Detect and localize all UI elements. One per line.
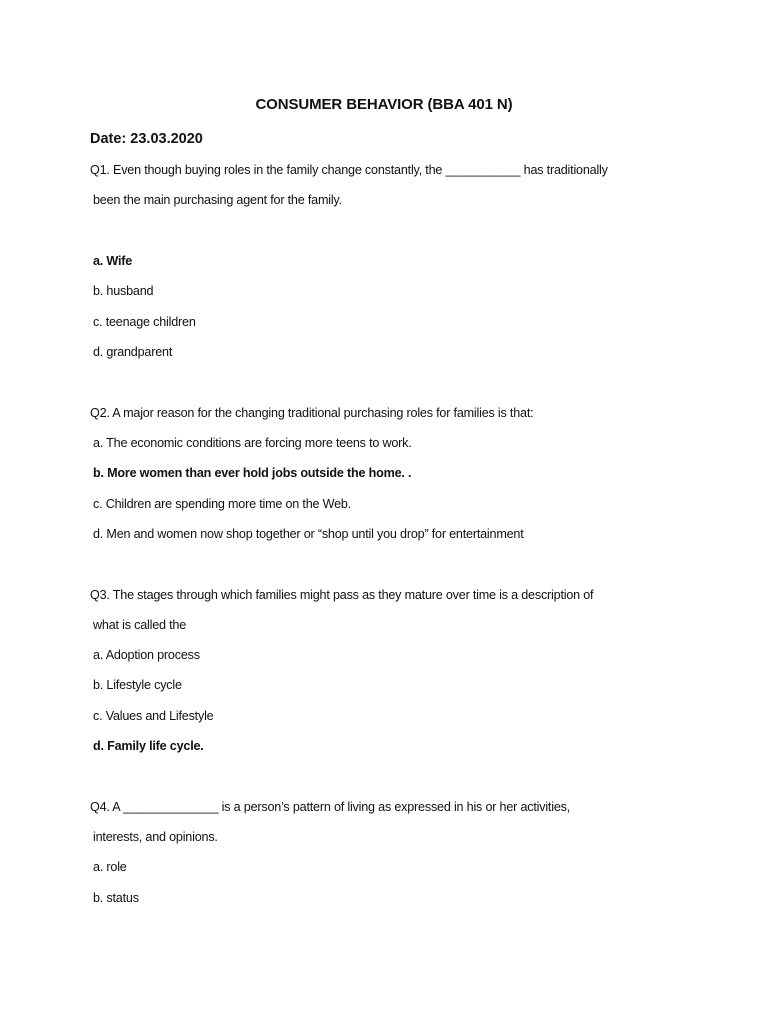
- question-1-option-d: d. grandparent: [93, 345, 173, 359]
- question-1-option-b: b. husband: [93, 284, 154, 298]
- question-4-line-1: Q4. A ______________ is a person’s pattern of living as expressed in his or her activities,: [90, 800, 571, 814]
- question-2-option-a: a. The economic conditions are forcing more teens to work.: [93, 436, 412, 450]
- document-title: CONSUMER BEHAVIOR (BBA 401 N): [255, 96, 513, 113]
- question-3-line-1: Q3. The stages through which families might pass as they mature over time is a description of: [90, 588, 594, 602]
- question-3-line-2: what is called the: [93, 618, 187, 632]
- question-2-option-b: b. More women than ever hold jobs outside the home. .: [93, 466, 412, 480]
- question-3-option-c: c. Values and Lifestyle: [93, 709, 214, 723]
- question-4-option-b: b. status: [93, 891, 139, 905]
- document-date: Date: 23.03.2020: [90, 131, 203, 147]
- question-2-line-1: Q2. A major reason for the changing traditional purchasing roles for families is that:: [90, 406, 534, 420]
- question-3-option-a: a. Adoption process: [93, 648, 200, 662]
- question-2-option-d: d. Men and women now shop together or “shop until you drop” for entertainment: [93, 527, 524, 541]
- question-1-line-1: Q1. Even though buying roles in the family change constantly, the ___________ has traditionally: [90, 163, 608, 177]
- question-2-option-c: c. Children are spending more time on the Web.: [93, 497, 351, 511]
- question-3-option-d: d. Family life cycle.: [93, 739, 204, 753]
- question-1-option-c: c. teenage children: [93, 315, 196, 329]
- question-1-option-a: a. Wife: [93, 254, 133, 268]
- question-1-line-2: been the main purchasing agent for the family.: [93, 193, 342, 207]
- question-4-option-a: a. role: [93, 860, 127, 874]
- question-3-option-b: b. Lifestyle cycle: [93, 678, 182, 692]
- question-4-line-2: interests, and opinions.: [93, 830, 218, 844]
